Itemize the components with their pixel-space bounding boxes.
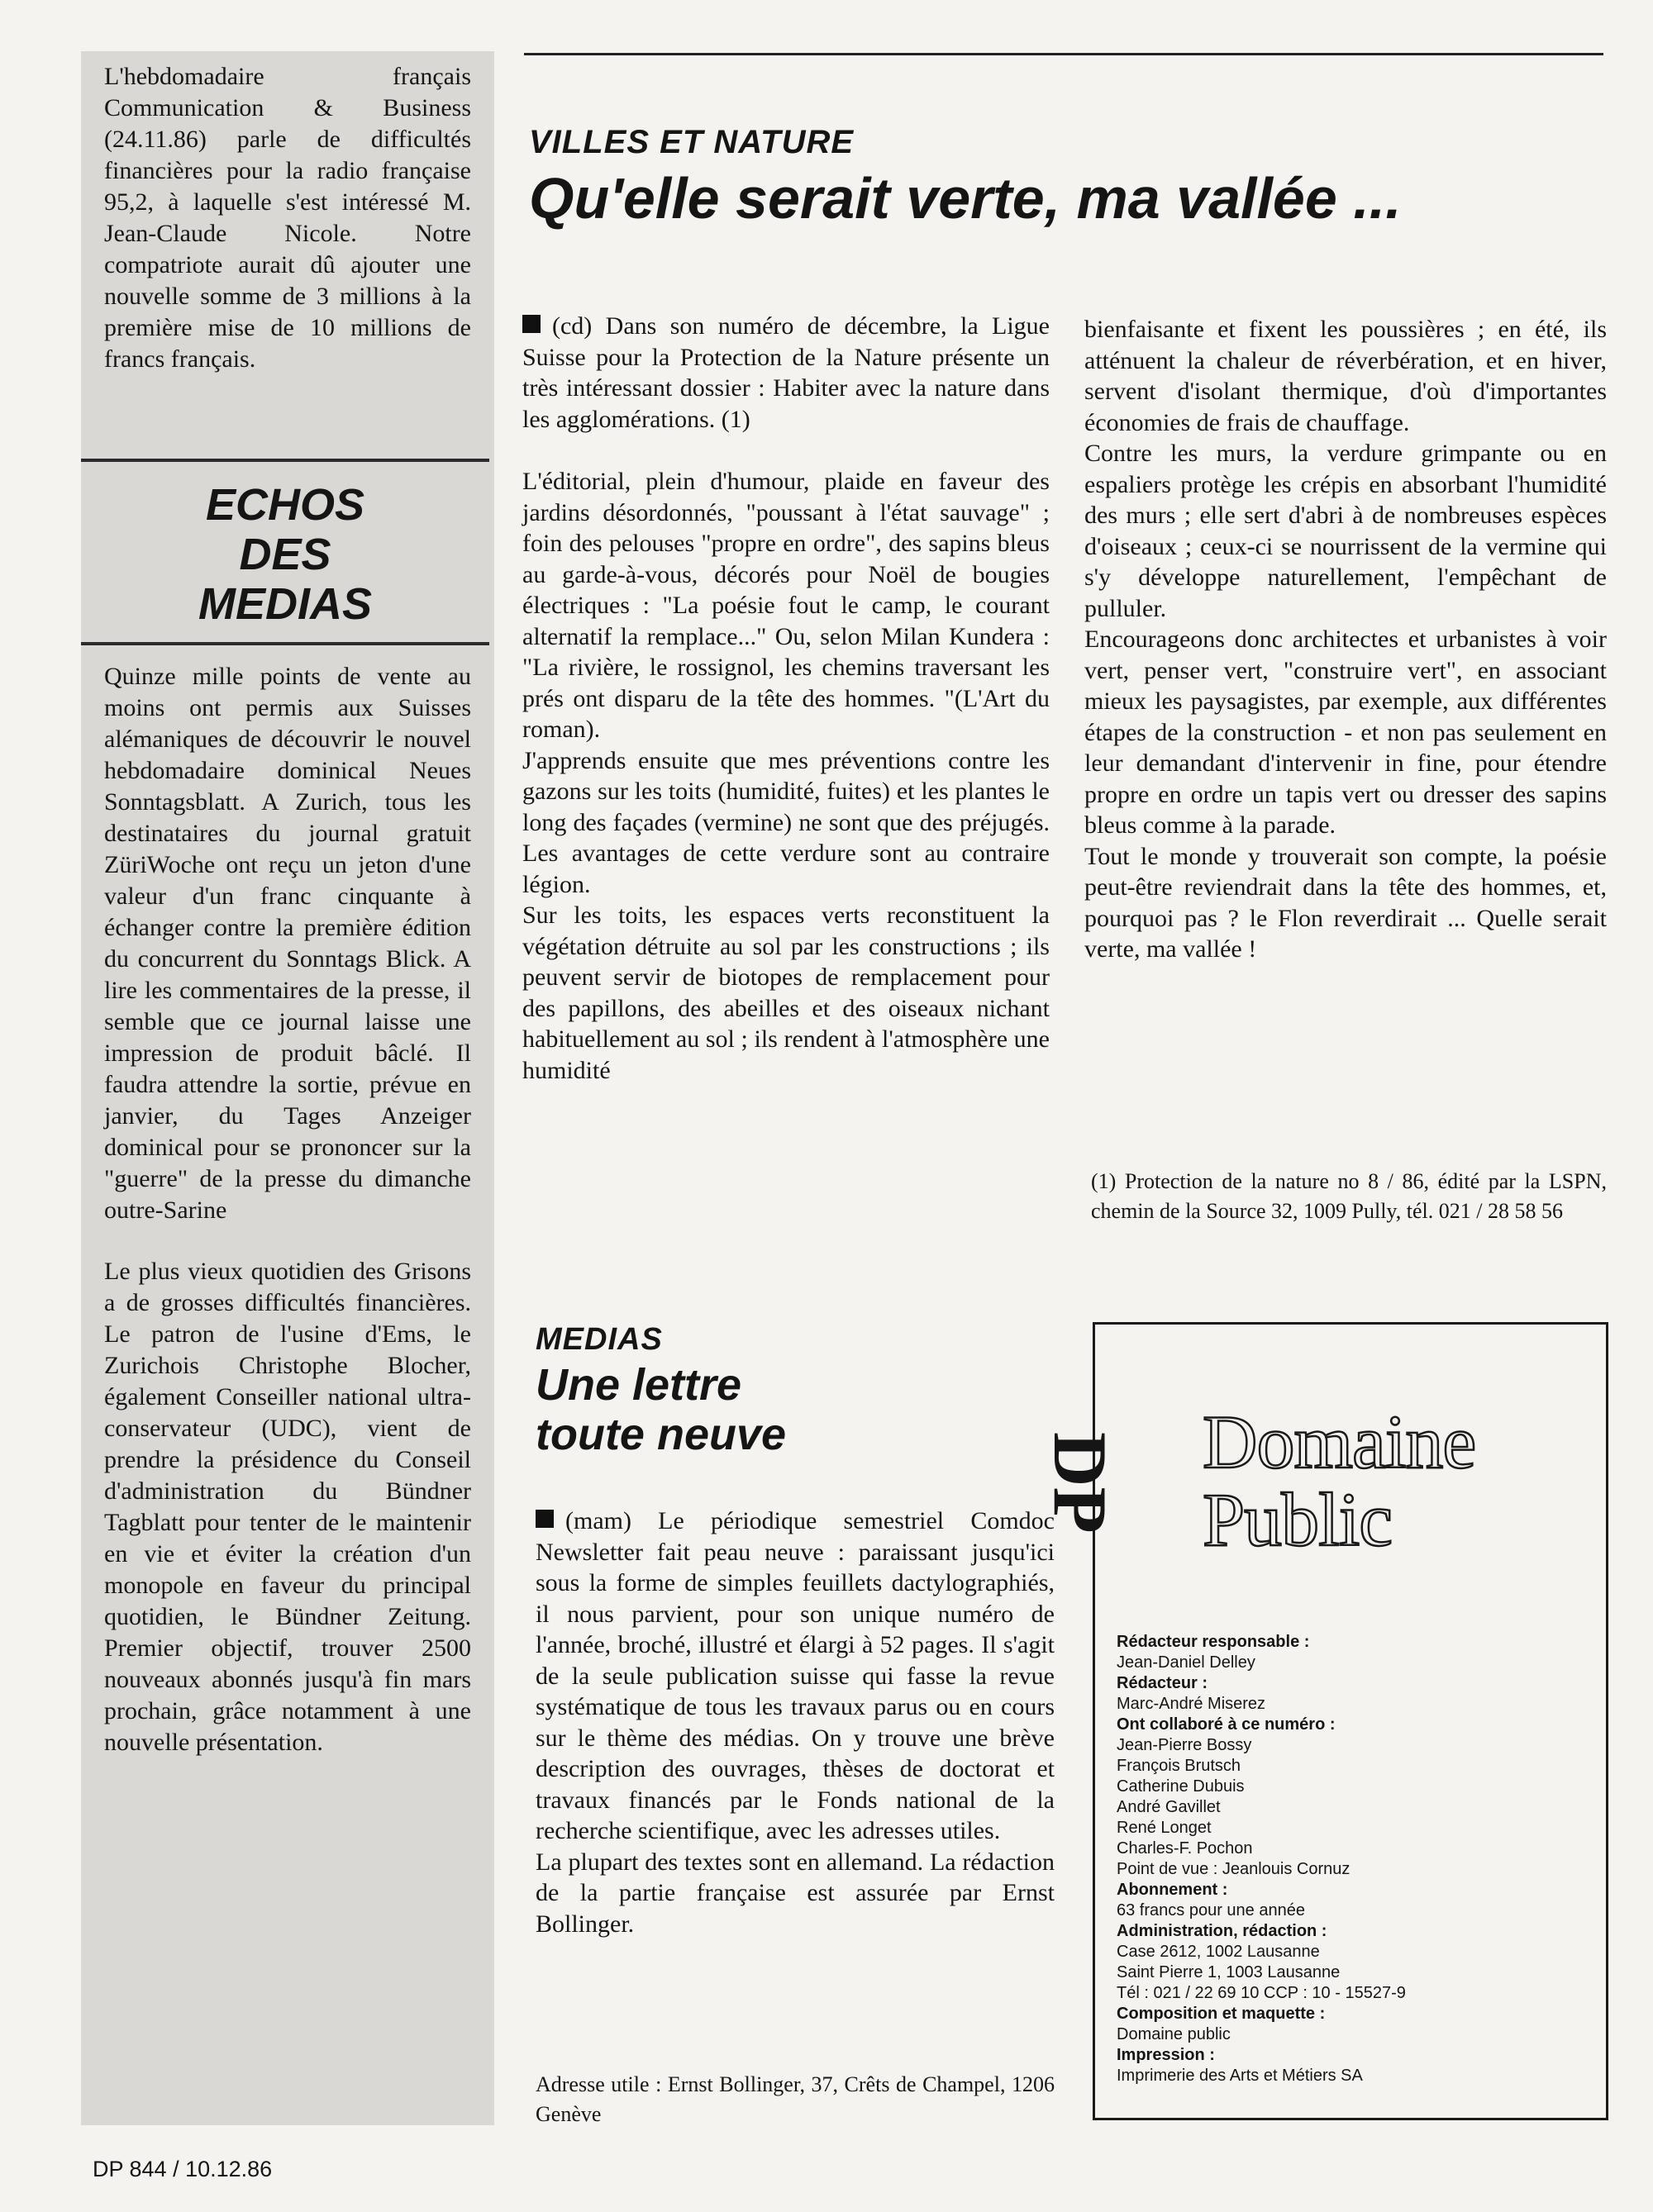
logo-public: Public	[1203, 1477, 1393, 1562]
article1-kicker: VILLES ET NATURE	[529, 124, 855, 160]
article2-address: Adresse utile : Ernst Bollinger, 37, Crêts de Champel, 1206 Genève	[536, 2072, 1055, 2126]
bullet-icon	[522, 315, 541, 333]
article2-kicker: MEDIAS	[536, 1322, 663, 1357]
top-rule	[524, 53, 1603, 55]
article2-headline: Une lettre toute neuve	[536, 1360, 787, 1459]
article1-column-2: bienfaisante et fixent les poussières ; en été, ils atténuent la chaleur de réverbération, et en hiver, servent d'isolant thermique, d'où d'importantes économies de frais de chauffage. Contre les murs, la verdure grimpante ou en espaliers protège les crépis en absorbant l'humidité des murs ; elle sert d'abri à de nombreuses espèces d'oiseaux ; ceux-ci se nourrissent de la vermine qui s'y développe naturellement, l'empêchant de pulluler. Encourageons donc architectes et urbanistes à voir vert, penser vert, "construire vert", en associant mieux les paysagistes, par exemple, aux différentes étapes de la construction - et non pas seulement en leur demandant d'intervenir in fine, pour étendre propre en ordre un tapis vert ou dresser des sapins bleus comme à la parade. Tout le monde y trouverait son compte, la poésie peut-être reviendrait dans la tête des hommes, et, pourquoi pas ? le Flon reverdirait ... Quelle serait verte, ma vallée !	[1084, 316, 1607, 963]
article1-headline: Qu'elle serait verte, ma vallée ...	[529, 166, 1402, 231]
sidebar-items	[104, 661, 471, 1788]
article2-body: (mam) Le périodique semestriel Comdoc Newsletter fait peau neuve : paraissant jusqu'ici sous la forme de simples feuillets dactylographiés, il nous parvient, pour son unique numéro de l'année, broché, illustré et élargi à 52 pages. Il s'agit de la seule publication suisse qui fasse la revue systématique de tous les travaux parus ou en cours sur le thème des médias. On y trouve une brève description des ouvrages, thèses de doctorat et travaux financés par le Fonds national de la recherche scientifique, avec les adresses utiles. La plupart des textes sont en allemand. La rédaction de la partie française est assurée par Ernst Bollinger.	[536, 1507, 1055, 1938]
article1-footnote: (1) Protection de la nature no 8 / 86, édité par la LSPN, chemin de la Source 32, 1009 Pully, tél. 021 / 28 58 56	[1091, 1169, 1607, 1223]
echos-des-medias-title: ECHOS DES MEDIAS	[81, 459, 489, 645]
masthead-credits: Rédacteur responsable : Jean-Daniel Delley Rédacteur : Marc-André Miserez Ont collaboré à ce numéro : Jean-Pierre Bossy François Brutsch Catherine Dubuis André Gavillet René Longet Charles-F. Pochon Point de vue : Jeanlouis Cornuz Abonnement : 63 francs pour une année Administration, rédaction : Case 2612, 1002 Lausanne Saint Pierre 1, 1003 Lausanne Tél : 021 / 22 69 10 CCP : 10 - 15527-9 Composition et maquette : Domaine public Impression : Imprimerie des Arts et Métiers SA	[1117, 1633, 1406, 2085]
article1-column-1: (cd) Dans son numéro de décembre, la Ligue Suisse pour la Protection de la Nature présente un très intéressant dossier : Habiter avec la nature dans les agglomérations. (1) L'éditorial, plein d'humour, plaide en faveur des jardins désordonnés, "poussant à l'état sauvage" ; foin des pelouses "propre en ordre", des sapins bleus au garde-à-vous, décorés pour Noël de bougies électriques : "La poésie fout le camp, le courant alternatif la remplace..." Ou, selon Milan Kundera : "La rivière, le rossignol, les chemins traversant les prés ont disparu de la tête des hommes. "(L'Art du roman). J'apprends ensuite que mes préventions contre les gazons sur les toits (humidité, fuites) et les plantes le long des façades (vermine) ne sont que des préjugés. Les avantages de cette verdure sont au contraire légion. Sur les toits, les espaces verts reconstituent la végétation détruite au sol par les constructions ; ils peuvent servir de biotopes de remplacement pour des papillons, des abeilles et des oiseaux nichant habituellement au sol ; ils rendent à l'atmosphère une humidité	[522, 312, 1050, 1084]
bullet-icon	[536, 1510, 554, 1528]
logo-domaine: Domaine	[1203, 1400, 1476, 1484]
sidebar-intro: L'hebdomadaire français Communication & Business (24.11.86) parle de difficultés financières pour la radio française 95,2, à laquelle s'est intéressé M. Jean-Claude Nicole. Notre compatriote aurait dû ajouter une nouvelle somme de 3 millions à la première mise de 10 millions de francs français.	[104, 63, 471, 373]
dp-logo: DP	[1038, 1432, 1122, 1534]
masthead-box	[1038, 1322, 1608, 2120]
issue-footer: DP 844 / 10.12.86	[93, 2157, 273, 2181]
sidebar-item: Le plus vieux quotidien des Grisons a de grosses difficultés financières. Le patron de l'usine d'Ems, le Zurichois Christophe Blocher, également Conseiller national ultra-conservateur (UDC), vient de prendre la présidence du Conseil d'administration du Bündner Tagblatt pour tenter de le maintenir en vie et éviter la création d'un monopole en faveur du principal quotidien, le Bündner Zeitung. Premier objectif, trouver 2500 nouveaux abonnés jusqu'à fin mars prochain, grâce notamment à une nouvelle présentation.	[104, 1258, 471, 1756]
sidebar-item: Quinze mille points de vente au moins ont permis aux Suisses alémaniques de découvrir le nouvel hebdomadaire dominical Neues Sonntagsblatt. A Zurich, tous les destinataires du journal gratuit ZüriWoche ont reçu un jeton d'une valeur d'un franc cinquante à échanger contre la première édition du concurrent du Sonntags Blick. A lire les commentaires de la presse, il semble que ce journal laisse une impression de produit bâclé. Il faudra attendre la sortie, prévue en janvier, du Tages Anzeiger dominical pour se prononcer sur la "guerre" de la presse du dimanche outre-Sarine	[104, 663, 471, 1224]
